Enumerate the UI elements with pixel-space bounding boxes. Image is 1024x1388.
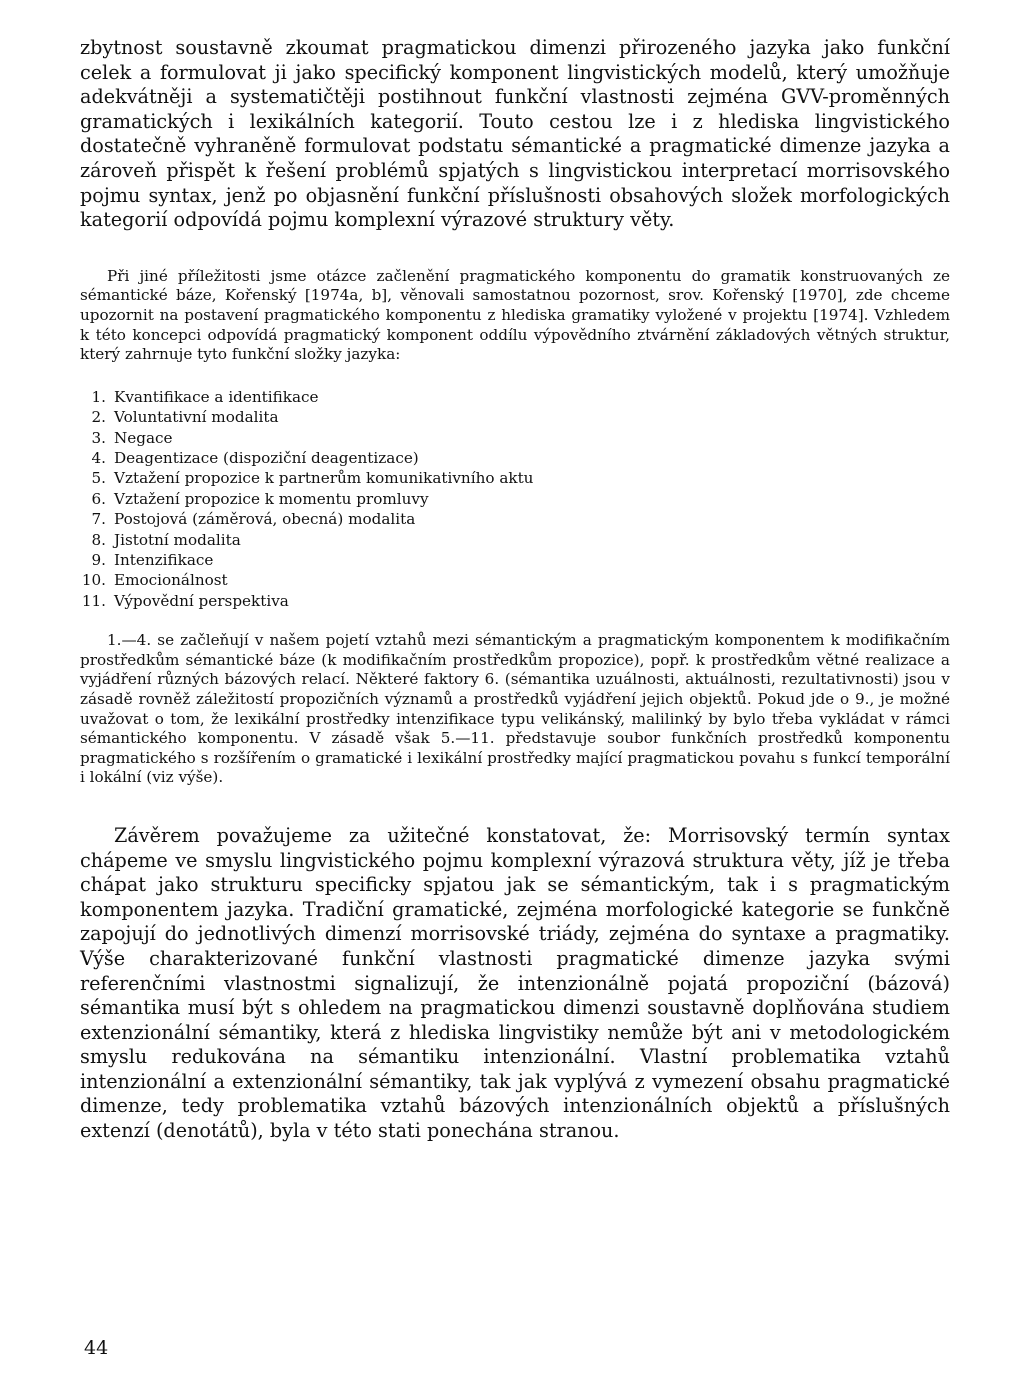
list-item-number: 6.: [91, 489, 106, 508]
list-item-number: 5.: [91, 469, 106, 488]
list-item-number: 4.: [91, 448, 106, 467]
list-item-text: Kvantifikace a identifikace: [114, 387, 319, 406]
list-item-number: 11.: [81, 591, 106, 610]
list-item: [80, 509, 950, 529]
list-item-text: Intenzifikace: [114, 550, 214, 569]
list-item-text: Negace: [114, 428, 173, 447]
list-item: [80, 387, 950, 407]
list-item: [80, 468, 950, 488]
list-item-text: Jistotní modalita: [114, 530, 241, 549]
list-item-number: 7.: [91, 510, 106, 529]
list-item-text: Vztažení propozice k partnerům komunikativního aktu: [114, 469, 534, 488]
list-item-number: 8.: [91, 530, 106, 549]
list-item: [80, 570, 950, 590]
list-item: [80, 448, 950, 468]
list-item-text: Vztažení propozice k momentu promluvy: [114, 489, 429, 508]
paragraph-conclusion: Závěrem považujeme za užitečné konstatovat, že: Morrisovský termín syntax chápeme ve smyslu lingvistického pojmu komplexní výrazová struktura věty, jíž je třeba chápat jako strukturu specificky spjatou jak se sémantickým, tak i s pragmatickým komponentem jazyka. Tradiční gramatické, zejména morfologické kategorie se funkčně zapojují do jednotlivých dimenzí morrisovské triády, zejména do syntaxe a pragmatiky. Výše charakterizované funkční vlastnosti pragmatické dimenze jazyka svými referenčními vlastnostmi signalizují, že intenzionálně pojatá propoziční (bázová) sémantika musí být s ohledem na pragmatickou dimenzi soustavně doplňována studiem extenzionální sémantiky, která z hlediska lingvistiky nemůže být ani v metodologickém smyslu redukována na sémantiku intenzionální. Vlastní problematika vztahů intenzionální a extenzionální sémantiky, tak jak vyplývá z vymezení obsahu pragmatické dimenze, tedy problematika vztahů bázových intenzionálních objektů a příslušných extenzí (denotátů), byla v této stati ponechána stranou.: [80, 823, 950, 1143]
list-item-text: Výpovědní perspektiva: [114, 591, 289, 610]
functional-components-list: [80, 387, 950, 611]
list-item-number: 3.: [91, 428, 106, 447]
list-item: [80, 428, 950, 448]
list-item: [80, 550, 950, 570]
list-item-number: 1.: [91, 387, 106, 406]
list-item-number: 9.: [91, 550, 106, 569]
list-item: [80, 591, 950, 611]
list-item-text: Postojová (záměrová, obecná) modalita: [114, 510, 416, 529]
list-item-number: 2.: [91, 408, 106, 427]
list-item: [80, 530, 950, 550]
list-item-text: Deagentizace (dispoziční deagentizace): [114, 448, 419, 467]
list-item-text: Voluntativní modalita: [114, 408, 279, 427]
page-number: 44: [84, 1337, 109, 1359]
list-item-number: 10.: [81, 571, 106, 590]
paragraph-context: Při jiné příležitosti jsme otázce začlenění pragmatického komponentu do gramatik konstruovaných ze sémantické báze, Kořenský [1974a, b], věnovali samostatnou pozornost, srov. Kořenský [1970], zde chceme upozornit na postavení pragmatického komponentu z hlediska gramatiky vyložené v projektu [1974]. Vzhledem k této koncepci odpovídá pragmatický komponent oddílu výpovědního ztvárnění základových větných struktur, který zahrnuje tyto funkční složky jazyka:: [80, 266, 950, 364]
list-item: [80, 489, 950, 509]
paragraph-intro: zbytnost soustavně zkoumat pragmatickou dimenzi přirozeného jazyka jako funkční celek a formulovat ji jako specifický komponent lingvistických modelů, který umožňuje adekvátněji a systematičtěji postihnout funkční vlastnosti zejména GVV-proměnných gramatických i lexikálních kategorií. Touto cestou lze i z hlediska lingvistického dostatečně vyhraněně formulovat podstatu sémantické a pragmatické dimenze jazyka a zároveň přispět k řešení problémů spjatých s lingvistickou interpretací morrisovského pojmu syntax, jenž po objasnění funkční příslušnosti obsahových složek morfologických kategorií odpovídá pojmu komplexní výrazové struktury věty.: [80, 36, 950, 232]
page-content: [80, 36, 950, 1144]
list-item: [80, 407, 950, 427]
paragraph-commentary: 1.—4. se začleňují v našem pojetí vztahů mezi sémantickým a pragmatickým komponentem k modifikačním prostředkům sémantické báze (k modifikačním prostředkům propozice), popř. k prostředkům větné realizace a vyjádření různých bázových relací. Některé faktory 6. (sémantika uzuálnosti, aktuálnosti, rezultativnosti) jsou v zásadě rovněž záležitostí propozičních významů a prostředků vyjádření jejich objektů. Pokud jde o 9., je možné uvažovat o tom, že lexikální prostředky intenzifikace typu velikánský, malilinký by bylo třeba vykládat v rámci sémantického komponentu. V zásadě však 5.—11. představuje soubor funkčních prostředků komponentu pragmatického s rozšířením o gramatické i lexikální prostředky mající pragmatickou povahu s funkcí temporální i lokální (viz výše).: [80, 631, 950, 787]
list-item-text: Emocionálnost: [114, 571, 228, 590]
